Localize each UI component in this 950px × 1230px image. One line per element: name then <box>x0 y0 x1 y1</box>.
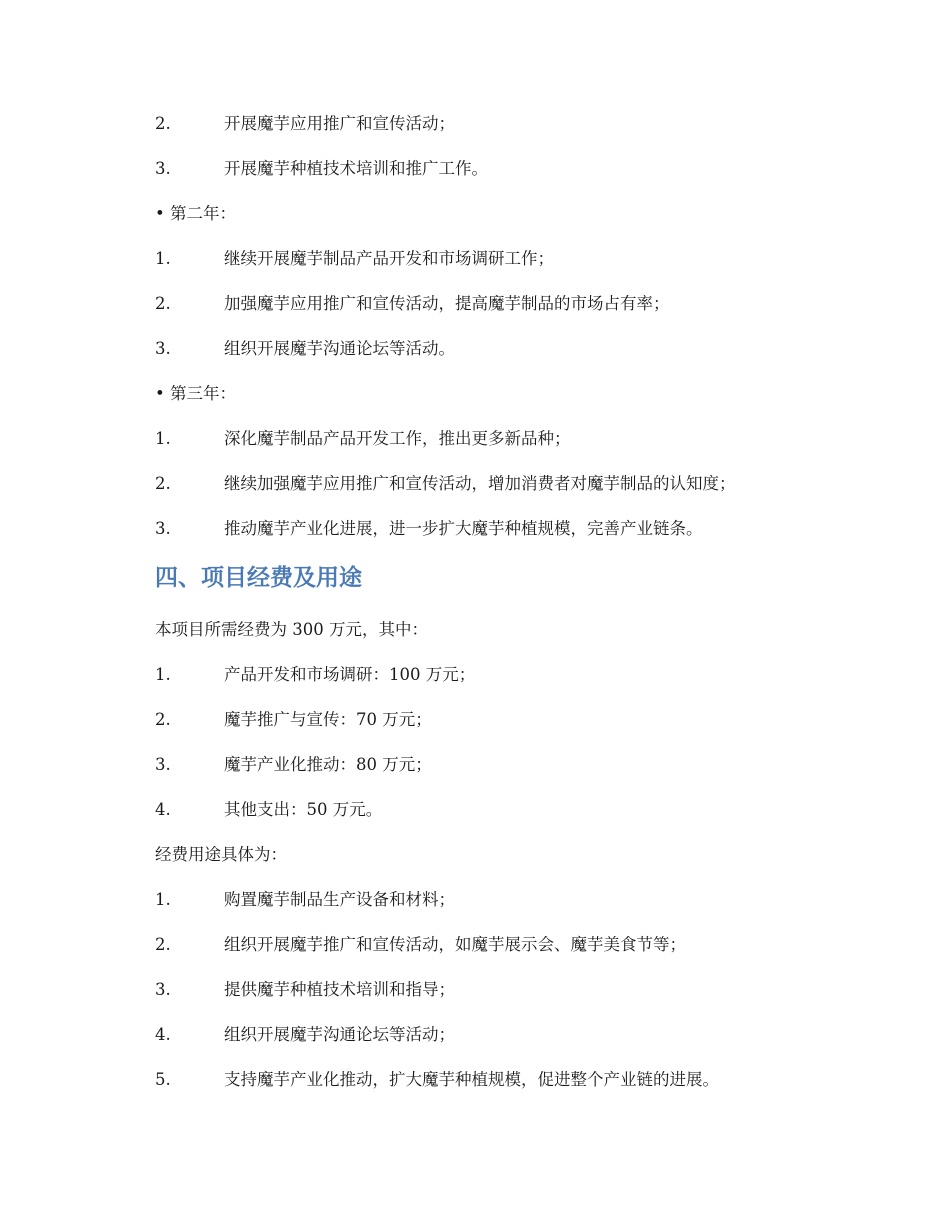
usage-intro: 经费用途具体为： <box>155 845 287 864</box>
list-item <box>155 664 475 686</box>
list-text: 推动魔芋产业化进展，进一步扩大魔芋种植规模，完善产业链条。 <box>224 519 703 538</box>
list-text: 开展魔芋种植技术培训和推广工作。 <box>224 159 488 178</box>
list-number: 2. <box>155 710 171 729</box>
list-number: 1. <box>155 429 171 448</box>
list-item <box>155 293 670 315</box>
list-item <box>155 1024 455 1046</box>
list-text: 魔芋产业化推动：80 万元； <box>224 755 432 774</box>
list-text: 支持魔芋产业化推动，扩大魔芋种植规模，促进整个产业链的进展。 <box>224 1070 719 1089</box>
list-item <box>155 754 432 776</box>
list-text: 继续加强魔芋应用推广和宣传活动，增加消费者对魔芋制品的认知度； <box>224 474 736 493</box>
list-text: 开展魔芋应用推广和宣传活动； <box>224 114 455 133</box>
list-item <box>155 799 382 821</box>
section-heading: 四、项目经费及用途 <box>155 565 362 591</box>
list-item <box>155 1069 719 1091</box>
list-number: 5. <box>155 1070 171 1089</box>
list-item <box>155 889 455 911</box>
list-text: 魔芋推广与宣传：70 万元； <box>224 710 432 729</box>
list-item <box>155 113 455 135</box>
list-number: 2. <box>155 935 171 954</box>
year2-label: • 第二年： <box>155 204 236 223</box>
list-number: 2. <box>155 294 171 313</box>
list-text: 组织开展魔芋沟通论坛等活动； <box>224 1025 455 1044</box>
list-number: 3. <box>155 159 171 178</box>
list-text: 产品开发和市场调研：100 万元； <box>224 665 476 684</box>
list-item <box>155 979 455 1001</box>
list-number: 3. <box>155 339 171 358</box>
list-number: 1. <box>155 249 171 268</box>
list-item <box>155 158 488 180</box>
list-number: 2. <box>155 474 171 493</box>
list-number: 4. <box>155 1025 171 1044</box>
list-number: 1. <box>155 665 171 684</box>
list-number: 3. <box>155 755 171 774</box>
list-text: 深化魔芋制品产品开发工作，推出更多新品种； <box>224 429 571 448</box>
budget-intro: 本项目所需经费为 300 万元，其中： <box>155 620 428 639</box>
list-number: 3. <box>155 980 171 999</box>
list-item <box>155 428 571 450</box>
list-item <box>155 248 554 270</box>
list-number: 1. <box>155 890 171 909</box>
year3-label: • 第三年： <box>155 384 236 403</box>
list-number: 4. <box>155 800 171 819</box>
list-number: 3. <box>155 519 171 538</box>
list-text: 加强魔芋应用推广和宣传活动，提高魔芋制品的市场占有率； <box>224 294 670 313</box>
list-item <box>155 709 432 731</box>
list-text: 组织开展魔芋沟通论坛等活动。 <box>224 339 455 358</box>
list-number: 2. <box>155 114 171 133</box>
list-text: 其他支出：50 万元。 <box>224 800 383 819</box>
list-item <box>155 473 736 495</box>
list-text: 提供魔芋种植技术培训和指导； <box>224 980 455 999</box>
list-text: 组织开展魔芋推广和宣传活动，如魔芋展示会、魔芋美食节等； <box>224 935 686 954</box>
list-item <box>155 518 703 540</box>
list-text: 购置魔芋制品生产设备和材料； <box>224 890 455 909</box>
list-item <box>155 934 686 956</box>
list-item <box>155 338 455 360</box>
list-text: 继续开展魔芋制品产品开发和市场调研工作； <box>224 249 554 268</box>
